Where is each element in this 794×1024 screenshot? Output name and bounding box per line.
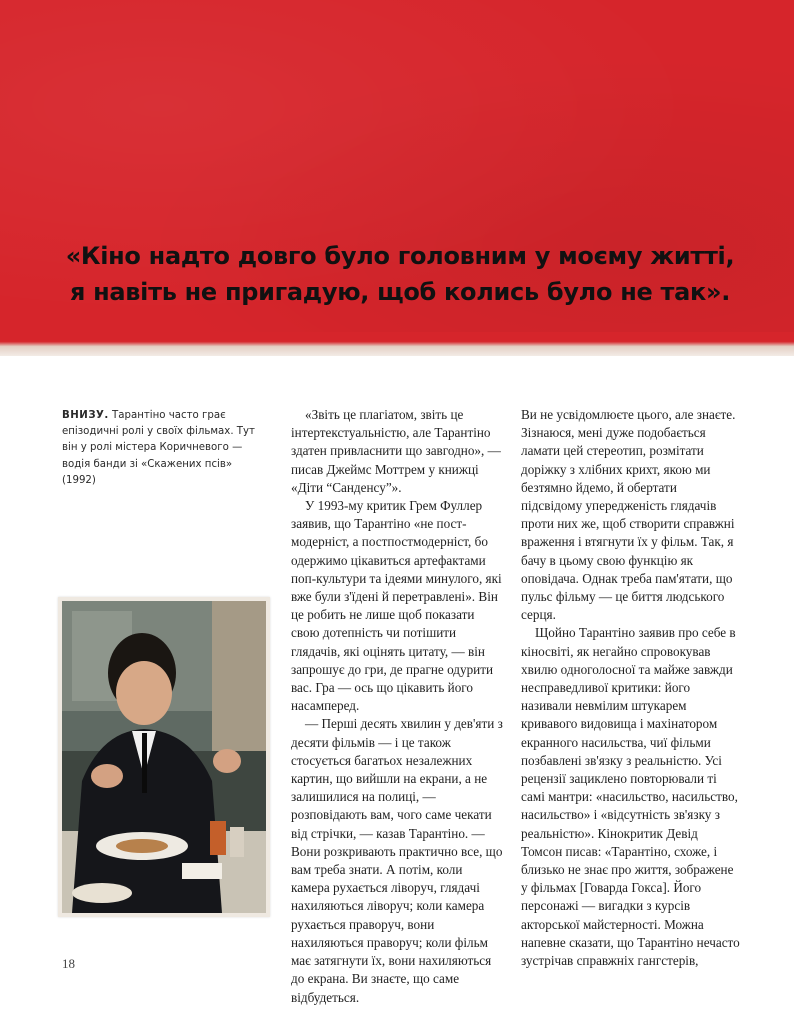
pull-quote [30,238,770,310]
photo-frame [58,597,270,917]
caption-label: ВНИЗУ. [62,410,109,421]
photo-caption [62,408,262,489]
text-column-1 [291,406,503,1007]
pull-quote-line-2: я навіть не пригадую, щоб колись було не так». [69,278,731,306]
column-1-paragraph-3: — Перші десять хвилин у дев'яти з десяти фільмів — і це також стосується багатьох незалежних картин, що вийшли на екрани, а не залишилися на полиці, — розповідають вам, чого саме чекати від стрічки, — казав Тарантіно. — Вони розкривають практично все, що вам треба знати. А потім, коли камера рухається ліворуч, глядачі нахиляються ліворуч; коли камера рухається праворуч, вони нахиляються праворуч; коли фільм має затягнути їх, вони нахиляються до екрана. Ви знаєте, що саме відбудеться. [291,716,503,1005]
column-1-paragraph-1: «Звіть це плагіатом, звіть це інтертекстуальністю, але Тарантіно здатен привласнити що завгодно», — писав Джеймс Моттрем у книжці «Діти “Санденсу”». [291,407,501,495]
caption-text: Тарантіно часто грає епізодичні ролі у своїх фільмах. Тут він у ролі містера Коричневого — водія банди зі «Скажених псів» (1992) [62,410,255,486]
column-2-paragraph-1: Ви не усвідомлюєте цього, але знаєте. Зізнаюся, мені дуже подобається ламати цей стереотип, розмітати доріжку з хлібних крихт, якою ми безтямно йдемо, й обертати підсвідому упередженість глядачів проти них же, щоб створити справжні враження і втягнути їх у фільм. Так, я бачу в цьому свою функцію як оповідача. Однак треба пам'ятати, що пульс фільму — це биття людського серця. [521,407,736,623]
tarantino-photo [62,601,266,913]
column-1-paragraph-2: У 1993-му критик Грем Фуллер заявив, що Тарантіно «не пост-модерніст, а постпостмодерніст, бо одержимо цікавиться артефактами поп-культури та ідеями минулого, які вже були з'їдені й перетравлені». Він це робить не лише щоб показати свою дотепність чи потішити глядачів, які оцінять цитату, — він запрошує до гри, де прагне одурити вас. Гра — ось що цікавить його насамперед. [291,498,502,714]
page-number: 18 [62,956,75,971]
text-column-2 [521,406,741,970]
column-2-paragraph-2: Щойно Тарантіно заявив про себе в кіносвіті, як негайно спровокував хвилю одноголосної та майже завжди несправедливої критики: його називали невмілим штукарем кривавого видовища і махінатором екранного насильства, чиї фільми позбавлені зв'язку з реальністю. Усі рецензії зациклено повторювали ті самі мантри: «насильство, насильство, насильство» і «відсутність зв'язку з реальністю». Кінокритик Девід Томсон писав: «Тарантіно, схоже, і близько не знає про життя, зображене у фільмах [Говарда Гокса]. Його персонажі — вигадки з курсів акторської майстерності. Можна напевне сказати, що Тарантіно нечасто зустрічав справжніх гангстерів, [521,625,740,969]
banner-torn-edge [0,332,794,356]
pull-quote-line-1: «Кіно надто довго було головним у моєму житті, [65,242,735,270]
